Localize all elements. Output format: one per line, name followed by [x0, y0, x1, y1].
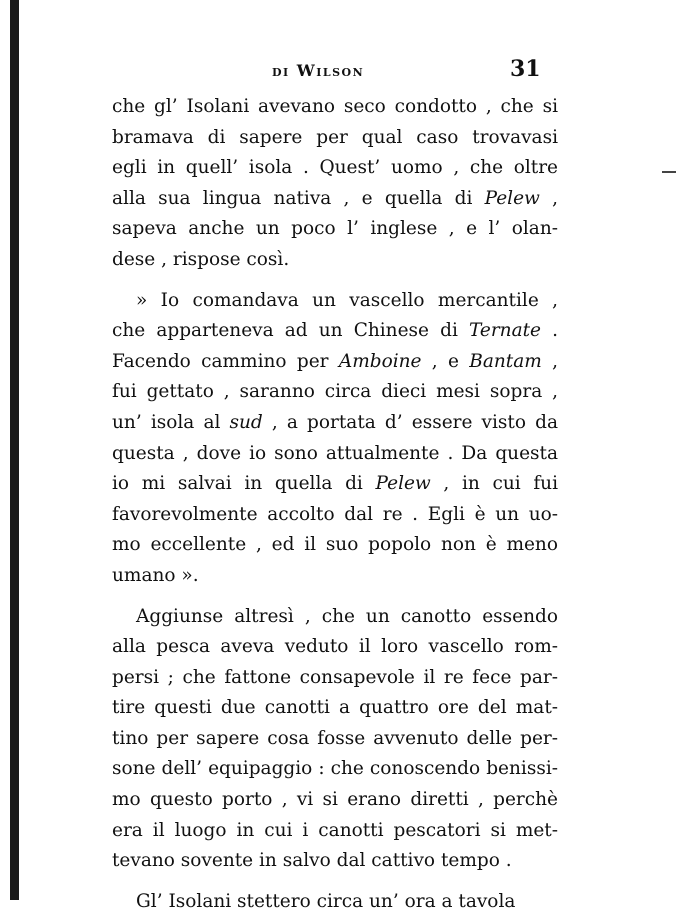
text-line	[112, 785, 558, 816]
text-line	[112, 846, 558, 877]
text-run: ,	[539, 187, 558, 209]
paragraph	[112, 92, 558, 276]
text-run: bramava di sapere per qual caso trovavasi	[112, 126, 558, 148]
text-run: Aggiunse altresì , che un canotto essendo	[136, 605, 558, 627]
text-line	[112, 316, 558, 347]
text-run: , e	[421, 350, 470, 372]
running-head: di Wilson	[272, 61, 365, 80]
body-text	[112, 92, 558, 917]
text-line	[112, 816, 558, 847]
page-number: 31	[510, 56, 541, 82]
italic-text-run: Pelew	[484, 187, 540, 209]
text-run: » Io comandava un vascello mercantile ,	[136, 289, 558, 311]
text-line	[112, 887, 558, 917]
text-run: fui gettato , saranno circa dieci mesi sopra ,	[112, 381, 558, 403]
text-line	[112, 184, 558, 215]
text-line	[112, 347, 558, 378]
italic-text-run: Pelew	[375, 473, 431, 495]
text-run: favorevolmente accolto dal re . Egli è un uo-	[112, 503, 558, 525]
text-run: sone dell’ equipaggio : che conoscendo benissi-	[112, 758, 558, 780]
text-line	[112, 408, 558, 439]
text-run: questa , dove io sono attualmente . Da questa	[112, 442, 558, 464]
text-line	[112, 754, 558, 785]
text-run: dese , rispose così.	[112, 248, 290, 270]
text-run: ,	[541, 350, 558, 372]
italic-text-run: Bantam	[469, 350, 542, 372]
text-run: , a portata d’ essere visto da	[262, 411, 558, 433]
text-run: .	[541, 320, 558, 342]
text-run: Gl’ Isolani stettero circa un’ ora a tavola	[136, 890, 516, 912]
text-run: tire questi due canotti a quattro ore del mat-	[112, 697, 558, 719]
text-run: egli in quell’ isola . Quest’ uomo , che oltre	[112, 157, 558, 179]
text-run: mo eccellente , ed il suo popolo non è meno	[112, 534, 558, 556]
page-binding-edge	[10, 0, 19, 900]
text-run: un’ isola al	[112, 411, 230, 433]
text-line	[112, 92, 558, 123]
text-run: tevano sovente in salvo dal cattivo tempo .	[112, 850, 512, 872]
text-line	[112, 214, 558, 245]
text-line	[112, 286, 558, 317]
text-line	[112, 530, 558, 561]
text-run: che gl’ Isolani avevano seco condotto , che si	[112, 96, 558, 117]
text-run: alla sua lingua nativa , e quella di	[112, 187, 485, 209]
paragraph-gap	[112, 592, 558, 602]
text-run: persi ; che fattone consapevole il re fece par-	[112, 666, 558, 688]
text-line	[112, 153, 558, 184]
italic-text-run: sud	[229, 411, 263, 433]
text-line	[112, 561, 558, 592]
text-line	[112, 469, 558, 500]
text-run: era il luogo in cui i canotti pescatori si met-	[112, 819, 558, 841]
paragraph	[112, 602, 558, 877]
italic-text-run: Amboine	[338, 350, 422, 372]
text-line	[112, 663, 558, 694]
text-line	[112, 245, 558, 276]
text-run: sapeva anche un poco l’ inglese , e l’ olan-	[112, 218, 558, 240]
text-run: mo questo porto , vi si erano diretti , perchè	[112, 789, 558, 811]
text-run: umano ».	[112, 564, 199, 586]
text-line	[112, 377, 558, 408]
text-run: io mi salvai in quella di	[112, 473, 376, 495]
text-line	[112, 439, 558, 470]
italic-text-run: Ternate	[468, 320, 541, 342]
text-run: , in cui fui	[430, 473, 559, 495]
text-run: tino per sapere cosa fosse avvenuto delle per-	[112, 727, 558, 749]
paragraph	[112, 887, 558, 917]
text-run: alla pesca aveva veduto il loro vascello rom-	[112, 636, 558, 658]
text-line	[112, 693, 558, 724]
margin-mark	[662, 171, 676, 173]
text-run: Facendo cammino per	[112, 350, 339, 372]
text-line	[112, 602, 558, 633]
paragraph-gap	[112, 276, 558, 286]
paragraph	[112, 286, 558, 592]
text-run: che apparteneva ad un Chinese di	[112, 320, 469, 342]
text-line	[112, 632, 558, 663]
text-line	[112, 123, 558, 154]
paragraph-gap	[112, 877, 558, 887]
text-line	[112, 724, 558, 755]
text-line	[112, 500, 558, 531]
